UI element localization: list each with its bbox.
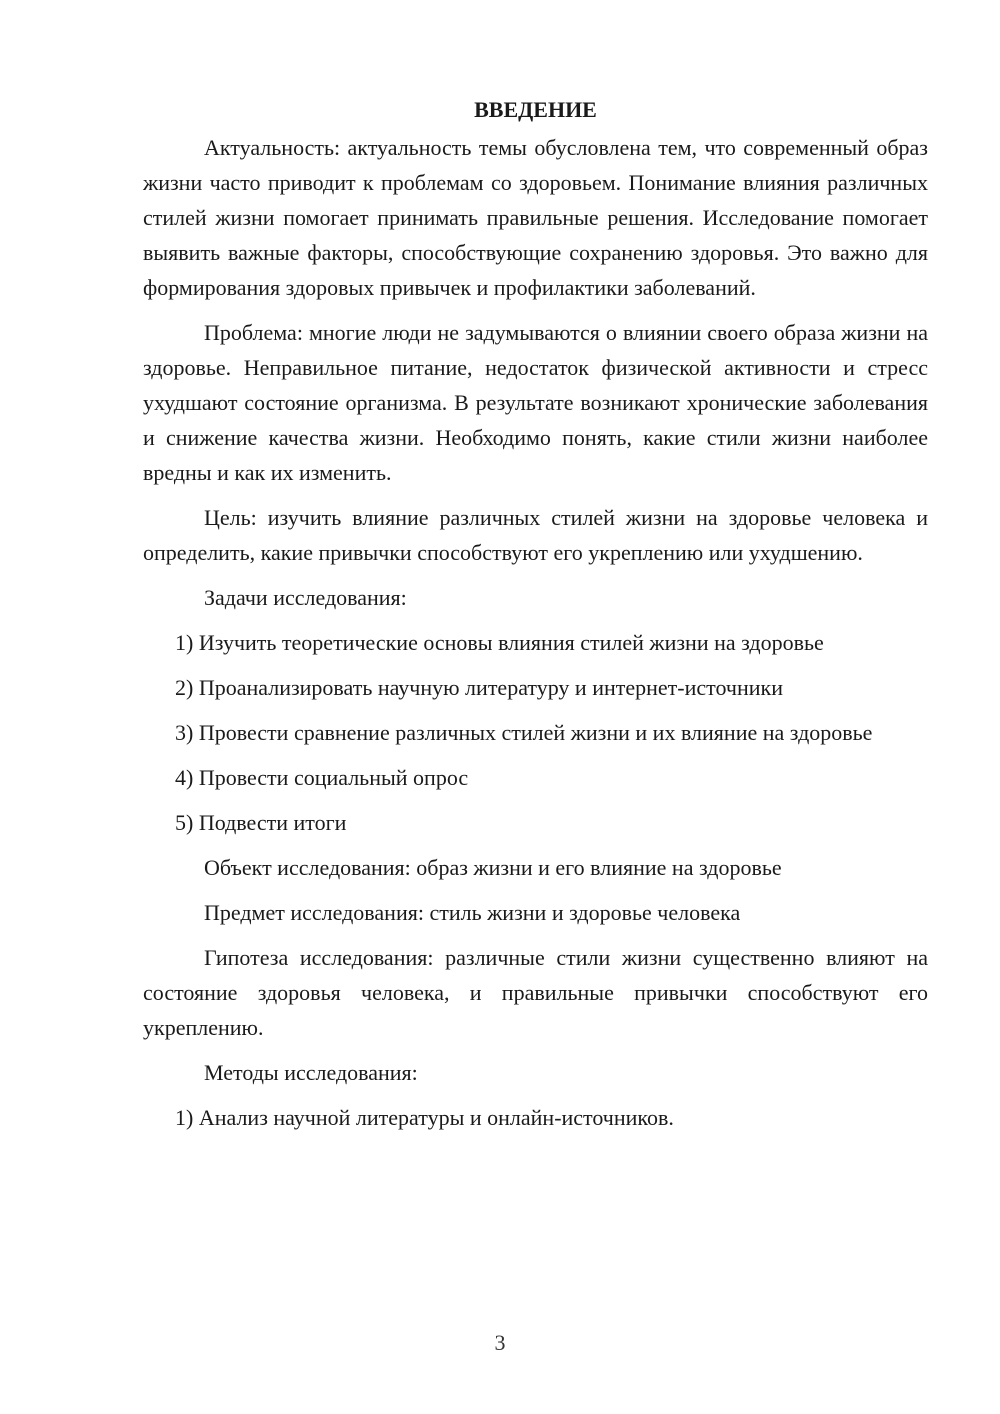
- task-item: 1) Изучить теоретические основы влияния стилей жизни на здоровье: [175, 630, 824, 655]
- page-number: 3: [494, 1330, 506, 1355]
- tasks-heading: Задачи исследования:: [204, 585, 407, 610]
- document-page: [143, 92, 928, 1145]
- task-item: 4) Провести социальный опрос: [175, 765, 469, 790]
- section-title: ВВЕДЕНИЕ: [474, 97, 597, 122]
- method-item: 1) Анализ научной литературы и онлайн-источников.: [175, 1105, 674, 1130]
- task-item: 3) Провести сравнение различных стилей жизни и их влияние на здоровье: [175, 720, 873, 745]
- methods-heading: Методы исследования:: [204, 1060, 418, 1085]
- object-paragraph: Объект исследования: образ жизни и его влияние на здоровье: [204, 855, 782, 880]
- hypothesis-paragraph: Гипотеза исследования: различные стили жизни существенно влияют на состояние здоровья человека, и правильные привычки способствуют его укреплению.: [143, 945, 928, 1040]
- problem-paragraph: Проблема: многие люди не задумываются о влиянии своего образа жизни на здоровье. Неправильное питание, недостаток физической активности и стресс ухудшают состояние организма. В результате возникают хронические заболевания и снижение качества жизни. Необходимо понять, какие стили жизни наиболее вредны и как их изменить.: [143, 320, 928, 485]
- task-item: 5) Подвести итоги: [175, 810, 347, 835]
- task-item: 2) Проанализировать научную литературу и интернет-источники: [175, 675, 783, 700]
- subject-paragraph: Предмет исследования: стиль жизни и здоровье человека: [204, 900, 741, 925]
- relevance-paragraph: Актуальность: актуальность темы обусловлена тем, что современный образ жизни часто приводит к проблемам со здоровьем. Понимание влияния различных стилей жизни помогает принимать правильные решения. Исследование помогает выявить важные факторы, способствующие сохранению здоровья. Это важно для формирования здоровых привычек и профилактики заболеваний.: [143, 135, 928, 300]
- goal-paragraph: Цель: изучить влияние различных стилей жизни на здоровье человека и определить, какие привычки способствуют его укреплению или ухудшению.: [143, 505, 928, 565]
